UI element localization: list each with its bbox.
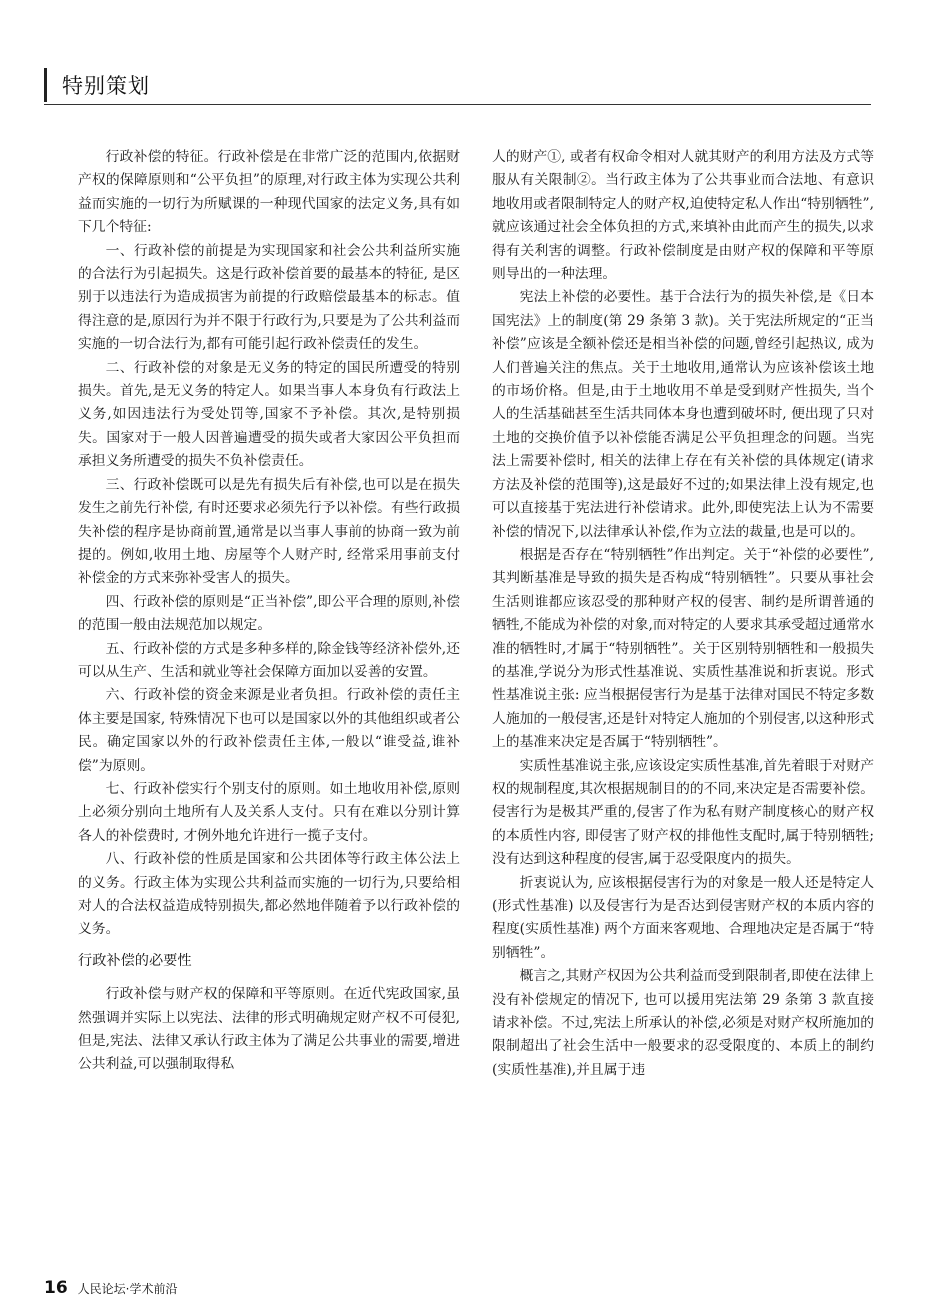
paragraph: 四、行政补偿的原则是“正当补偿”,即公平合理的原则,补偿的范围一般由法规范加以规定。 [78,593,460,634]
paragraph: 三、行政补偿既可以是先有损失后有补偿,也可以是在损失发生之前先行补偿, 有时还要求必须先行予以补偿。有些行政损失补偿的程序是协商前置,通常是以当事人事前的协商一致为前提的。例如,收用土地、房屋等个人财产时, 经常采用事前支付补偿金的方式来弥补受害人的损失。 [78,476,460,587]
left-column [78,146,460,1077]
section-title: 特别策划 [62,74,150,98]
paragraph: 七、行政补偿实行个别支付的原则。如土地收用补偿,原则上必须分别向土地所有人及关系人支付。只有在难以分别计算各人的补偿费时, 才例外地允许进行一揽子支付。 [78,780,460,844]
paragraph: 实质性基准说主张,应该设定实质性基准,首先着眼于对财产权的规制程度,其次根据规制目的的不同,来决定是否需要补偿。侵害行为是极其严重的,侵害了作为私有财产制度核心的财产权的本质性内容, 即侵害了财产权的排他性支配时,属于特别牺牲;没有达到这种程度的侵害,属于忍受限度内的损失。 [492,757,874,868]
right-column [492,146,874,1082]
section-marker-bar [44,68,47,102]
paragraph: 八、行政补偿的性质是国家和公共团体等行政主体公法上的义务。行政主体为实现公共利益而实施的一切行为,只要给相对人的合法权益造成特别损失,都必然地伴随着予以行政补偿的义务。 [78,851,460,938]
page-footer [44,1278,178,1302]
paragraph: 概言之,其财产权因为公共利益而受到限制者,即使在法律上没有补偿规定的情况下, 也可以援用宪法第 29 条第 3 款直接请求补偿。不过,宪法上所承认的补偿,必须是对财产权所施加的限制超出了社会生活中一般要求的忍受限度的、本质上的制约(实质性基准),并且属于违 [492,968,874,1078]
paragraph: 二、行政补偿的对象是无义务的特定的国民所遭受的特别损失。首先,是无义务的特定人。如果当事人本身负有行政法上义务,如因违法行为受处罚等,国家不予补偿。其次,是特别损失。国家对于一般人因普遍遭受的损失或者大家因公平负担而承担义务所遭受的损失不负补偿责任。 [78,359,460,470]
paragraph: 五、行政补偿的方式是多种多样的,除金钱等经济补偿外,还可以从生产、生活和就业等社会保障方面加以妥善的安置。 [78,640,460,680]
paragraph: 宪法上补偿的必要性。基于合法行为的损失补偿,是《日本国宪法》上的制度(第 29 条第 3 款)。关于宪法所规定的“正当补偿”应该是全额补偿还是相当补偿的问题,曾经引起热议, 成为人们普遍关注的焦点。关于土地收用,通常认为应该补偿该土地的市场价格。但是,由于土地收用不单是受到财产性损失, 当个人的生活基础甚至生活共同体本身也遭到破坏时, 便出现了只对土地的交换价值予以补偿能否满足公平负担理念的问题。当宪法上需要补偿时, 相关的法律上存在有关补偿的具体规定(请求方法及补偿的范围等),这是最好不过的;如果法律上没有规定,也可以直接基于宪法进行补偿请求。此外,即使宪法上认为不需要补偿的情况下,以法律承认补偿,作为立法的裁量,也是可以的。 [492,289,874,540]
paragraph: 根据是否存在“特别牺牲”作出判定。关于“补偿的必要性”,其判断基准是导致的损失是否构成“特别牺牲”。只要从事社会生活则谁都应该忍受的那种财产权的侵害、制约是所谓普通的牺牲,不能成为补偿的对象,而对特定的人要求其承受超过通常水准的牺牲时,才属于“特别牺牲”。关于区别特别牺牲和一般损失的基准,学说分为形式性基准说、实质性基准说和折衷说。形式性基准说主张: 应当根据侵害行为是基于法律对国民不特定多数人施加的一般侵害,还是针对特定人施加的个别侵害,以这种形式上的基准来决定是否属于“特别牺牲”。 [492,546,874,751]
header-divider [44,104,871,105]
paragraph: 行政补偿与财产权的保障和平等原则。在近代宪政国家,虽然强调并实际上以宪法、法律的形式明确规定财产权不可侵犯,但是,宪法、法律又承认行政主体为了满足公共事业的需要,增进公共利益,可以强制取得私 [78,986,460,1073]
paragraph: 行政补偿的特征。行政补偿是在非常广泛的范围内,依据财产权的保障原则和“公平负担”的原理,对行政主体为实现公共利益而实施的一切行为所赋课的一种现代国家的法定义务,具有如下几个特征: [78,149,460,236]
page-number: 16 [44,1278,68,1298]
paragraph-continuation: 人的财产①, 或者有权命令相对人就其财产的利用方法及方式等服从有关限制②。当行政主体为了公共事业而合法地、有意识地收用或者限制特定人的财产权,迫使特定私人作出“特别牺牲”,就应该通过社会全体负担的方式,来填补由此而产生的损失,以求得有关利害的调整。行政补偿制度是由财产权的保障和平等原则导出的一种法理。 [492,149,874,283]
journal-name: 人民论坛·学术前沿 [77,1282,178,1296]
paragraph: 六、行政补偿的资金来源是业者负担。行政补偿的责任主体主要是国家, 特殊情况下也可以是国家以外的其他组织或者公民。确定国家以外的行政补偿责任主体,一般以“谁受益,谁补偿”为原则。 [78,687,460,774]
paragraph: 一、行政补偿的前提是为实现国家和社会公共利益所实施的合法行为引起损失。这是行政补偿首要的最基本的特征, 是区别于以违法行为造成损害为前提的行政赔偿最基本的标志。值得注意的是,原因行为并不限于行政行为,只要是为了公共利益而实施的一切合法行为,都有可能引起行政补偿责任的发生。 [78,242,460,353]
paragraph: 折衷说认为, 应该根据侵害行为的对象是一般人还是特定人(形式性基准) 以及侵害行为是否达到侵害财产权的本质内容的程度(实质性基准) 两个方面来客观地、合理地决定是否属于“特别牺牲”。 [492,874,874,961]
subheading: 行政补偿的必要性 [78,952,192,969]
